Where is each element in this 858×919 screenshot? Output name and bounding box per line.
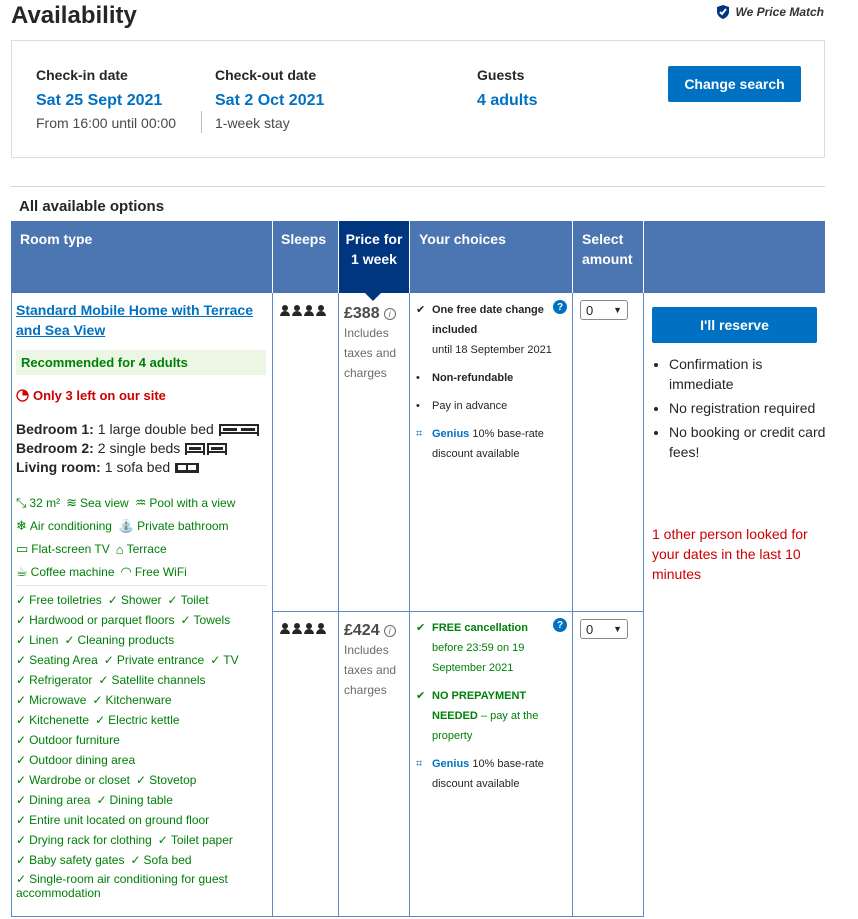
choice-free-cancellation [416,618,566,678]
amenity-label: Linen [29,633,59,647]
genius-text: 10% base-rate discount available [432,758,544,790]
guests-label: Guests [477,67,525,83]
facility [121,564,187,580]
choice-non-refundable [416,368,566,388]
amenity-label: Kitchenware [105,693,172,707]
tag-icon: ⌗ [416,428,423,440]
amenity-label: Toilet [180,593,209,607]
facility [116,541,167,557]
amenity [16,753,135,767]
demand-message: 1 other person looked for your dates in the last 10 minutes [652,526,808,582]
choice-pay-advance [416,396,566,416]
check-icon: ✓ [16,853,27,867]
recommended-badge: Recommended for 4 adults [16,350,266,375]
facility [118,518,229,534]
bed-line-2 [16,439,260,458]
check-icon: ✓ [92,693,103,707]
amenity-label: Free toiletries [29,593,102,607]
check-icon: ✓ [130,853,141,867]
pool-icon: ♒ [134,495,147,510]
genius-logo: Genius [432,758,470,770]
check-icon: ✓ [64,633,75,647]
check-icon: ✓ [16,713,27,727]
facility-row [16,495,235,511]
amenity-label: Wardrobe or closet [29,773,130,787]
amenity-label: Stovetop [149,773,197,787]
choice-text: Pay in advance [432,400,508,412]
th-price: Price for 1 week [339,221,410,293]
facility-label: Air conditioning [29,519,112,533]
select-value: 0 [586,621,594,637]
rate-price [344,622,404,640]
price-match-label: We Price Match [735,5,824,19]
room-amount-select[interactable] [580,619,628,639]
amenity-row [16,813,209,827]
help-icon[interactable]: ? [553,300,567,314]
facility-label: Terrace [126,542,167,556]
amenity [168,593,209,607]
info-icon[interactable]: i [384,308,396,320]
info-icon[interactable]: i [384,625,396,637]
amenity-label: Shower [120,593,162,607]
options-heading [11,186,825,222]
bullet-icon: • [416,372,420,384]
amenity [16,773,130,787]
amenity [16,653,98,667]
amenity-row [16,853,192,867]
bed-label: Bedroom 1: [16,421,94,437]
check-icon: ✔ [416,690,426,702]
tv-icon: ▭ [16,541,29,556]
amenity-row [16,733,120,747]
bed-label: Living room: [16,459,101,475]
amenity-label: TV [223,653,239,667]
amenity-row [16,773,196,787]
benefit-item: • No booking or credit card fees! [669,422,826,462]
shield-check-icon [715,4,731,20]
change-search-button[interactable]: Change search [668,66,801,102]
price-note: Includes taxes and charges [344,643,397,697]
check-icon: ✓ [16,653,27,667]
checkin-sub: From 16:00 until 00:00 [36,115,177,131]
price-value: £388 [344,305,380,322]
bed-text: 2 single beds [97,440,181,456]
amenity-label: Toilet paper [170,833,233,847]
th-sleeps: Sleeps [273,221,339,293]
grid-line [272,293,273,917]
amenity-label: Sofa bed [143,853,192,867]
choice-genius [416,754,566,794]
guests-value[interactable]: 4 adults [477,92,538,109]
amenity [16,693,86,707]
choice-sub: – pay at the property [432,710,539,742]
check-icon: ✓ [98,673,109,687]
facility-row [16,518,229,534]
table-header [11,221,825,293]
th-room-type: Room type [11,221,273,293]
amenity [16,833,152,847]
price-header-arrow [365,293,381,301]
amenity [92,693,171,707]
check-icon: ✓ [180,613,191,627]
checkout-sub: 1-week stay [215,115,290,131]
amenity-label: Baby safety gates [29,853,125,867]
coffee-machine-icon: ☕ [16,564,28,579]
choice-title: FREE cancellation [432,622,528,634]
reserve-benefits [651,354,826,466]
check-icon: ✓ [96,793,107,807]
check-icon: ✓ [16,872,27,886]
size-icon: ⤡ [16,495,27,510]
check-icon: ✓ [95,713,106,727]
check-icon: ✓ [167,593,178,607]
check-icon: ✓ [16,833,27,847]
choice-title: NO PREPAYMENT NEEDED [432,690,527,722]
bed-line-3 [16,458,260,477]
amenity-label: Dining table [109,793,173,807]
search-summary [11,40,825,158]
amenity-label: Refrigerator [29,673,93,687]
price-value: £424 [344,622,380,639]
check-icon: ✓ [136,773,147,787]
amenity-label: Electric kettle [108,713,180,727]
amenity-label: Private entrance [116,653,205,667]
check-icon: ✓ [157,833,168,847]
sea-view-icon: ≋ [66,495,77,510]
person-icon [304,623,314,634]
snowflake-icon: ❄ [16,518,27,533]
amenity-row [16,872,266,900]
checkin-label: Check-in date [36,67,128,83]
checkout-block [215,67,324,131]
check-icon: ✓ [16,753,27,767]
guests-block [477,67,537,110]
amenity-label: Kitchenette [29,713,90,727]
sleeps-4-icon [280,623,326,634]
genius-text: 10% base-rate discount available [432,428,544,460]
grid-line [272,611,643,612]
bed-text: 1 large double bed [97,421,214,437]
amenity [98,673,205,687]
checkout-label: Check-out date [215,67,317,83]
check-icon: ✔ [416,304,426,316]
facility-label: Flat-screen TV [31,542,110,556]
amenity [64,633,174,647]
amenity [16,813,209,827]
grid-line [338,293,339,917]
facility-row [16,564,187,580]
options-title: All available options [19,198,165,215]
amenity [158,833,233,847]
grid-line [572,293,573,917]
divider [201,111,202,133]
help-icon[interactable]: ? [553,618,567,632]
person-icon [292,305,302,316]
facility-label: Pool with a view [149,496,236,510]
facility-label: 32 m² [29,496,61,510]
page-title: Availability [11,2,137,29]
choice-date-change [416,300,566,360]
amenity [108,593,162,607]
rate-price [344,305,404,323]
facility [16,541,110,557]
amenity [16,733,120,747]
check-icon: ✓ [16,773,27,787]
amenity [16,713,89,727]
check-icon: ✓ [16,673,27,687]
check-icon: ✓ [16,793,27,807]
room-name[interactable] [16,300,256,340]
grid-line [643,293,644,917]
rate-price-cell [344,622,404,700]
room-name-link[interactable]: Standard Mobile Home with Terrace and Sea View [16,302,254,338]
person-icon [280,623,290,634]
amenity-label: Outdoor dining area [29,753,136,767]
terrace-icon: ⌂ [115,541,124,557]
amenity [16,853,124,867]
amenity-row [16,793,173,807]
person-icon [304,305,314,316]
amenity-label: Towels [193,613,231,627]
amenity-row [16,633,174,647]
choice-genius [416,424,566,464]
choice-sub: before 23:59 on 19 September 2021 [432,642,525,674]
amenity [210,653,238,667]
check-icon: ✓ [103,653,114,667]
facility [16,495,60,511]
check-icon: ✔ [416,622,426,634]
double-bed-icon [218,423,260,437]
single-beds-icon [184,442,228,456]
bed-line-1 [16,420,260,439]
check-icon: ✓ [210,653,221,667]
benefit-item: • No registration required [669,398,826,418]
facility [135,495,236,511]
wifi-icon: ◠ [120,564,132,579]
facility-label: Sea view [80,496,129,510]
amenity [104,653,204,667]
reserve-button[interactable]: I'll reserve [652,307,817,343]
check-icon: ✓ [107,593,118,607]
room-amount-select[interactable] [580,300,628,320]
person-icon [316,623,326,634]
checkin-value[interactable]: Sat 25 Sept 2021 [36,92,163,109]
amenity [130,853,191,867]
rate-price-cell [344,305,404,383]
amenity-label: Hardwood or parquet floors [29,613,175,627]
amenity-label: Single-room air conditioning for guest accommodation [16,872,228,900]
amenity [96,793,172,807]
price-match-badge[interactable] [715,4,824,20]
facility-label: Free WiFi [134,565,187,579]
rate-choices [416,300,566,464]
amenity-row [16,693,172,707]
amenity-label: Dining area [29,793,91,807]
check-icon: ✓ [16,633,27,647]
amenity [95,713,179,727]
amenity-label: Satellite channels [111,673,206,687]
rate-choices [416,618,566,794]
choice-title: One free date change included [432,304,544,336]
sleeps-4-icon [280,305,326,316]
amenity-row [16,613,230,627]
amenity-row [16,653,239,667]
amount-select[interactable] [580,300,628,320]
tag-icon: ⌗ [416,758,423,770]
amenity-label: Cleaning products [77,633,175,647]
bath-icon: ⛲ [117,518,135,533]
grid-line [409,293,410,917]
amenity-row [16,753,135,767]
amenity [16,593,102,607]
amenity-label: Outdoor furniture [29,733,120,747]
amenity [136,773,196,787]
person-icon [280,305,290,316]
facility-label: Private bathroom [137,519,229,533]
facility-label: Coffee machine [30,565,115,579]
checkin-block [36,67,176,131]
genius-logo: Genius [432,428,470,440]
check-icon: ✓ [16,613,27,627]
grid-line [11,293,12,917]
amenity [16,673,92,687]
check-icon: ✓ [16,733,27,747]
amenity-label: Microwave [29,693,87,707]
th-select: Select amount [573,221,644,293]
amenity [180,613,230,627]
facility-separator [16,585,267,586]
select-value: 0 [586,302,594,318]
amount-select[interactable] [580,619,628,639]
amenity-row [16,713,180,727]
sofa-bed-icon [174,461,200,475]
person-icon [316,305,326,316]
facility-row [16,541,167,557]
amenity-row [16,673,206,687]
bullet-icon: • [416,400,420,412]
choice-sub: until 18 September 2021 [432,344,552,356]
amenity [16,633,58,647]
amenity-label: Seating Area [29,653,98,667]
amenity [16,613,174,627]
th-choices: Your choices [410,221,573,293]
facility [16,518,112,534]
only-left-text: Only 3 left on our site [33,388,166,403]
grid-line [11,916,643,917]
checkout-value[interactable]: Sat 2 Oct 2021 [215,92,325,109]
bed-info [16,420,260,477]
price-note: Includes taxes and charges [344,326,397,380]
benefit-item: • Confirmation is immediate [669,354,826,394]
amenity [16,793,90,807]
check-icon: ✓ [16,693,27,707]
amenity-label: Entire unit located on ground floor [29,813,210,827]
person-icon [292,623,302,634]
bed-text: 1 sofa bed [104,459,171,475]
facility [16,564,115,580]
amenity-row [16,593,209,607]
chevron-down-icon: ▼ [613,624,622,634]
amenity-label: Drying rack for clothing [29,833,152,847]
choice-no-prepayment [416,686,566,746]
check-icon: ✓ [16,813,27,827]
check-icon: ✓ [16,593,27,607]
amenity-row [16,833,233,847]
choice-title: Non-refundable [432,372,514,384]
bed-label: Bedroom 2: [16,440,94,456]
chevron-down-icon: ▼ [613,305,622,315]
scarcity-message [16,388,166,403]
facility [66,495,129,511]
clock-pie-icon [16,389,29,402]
